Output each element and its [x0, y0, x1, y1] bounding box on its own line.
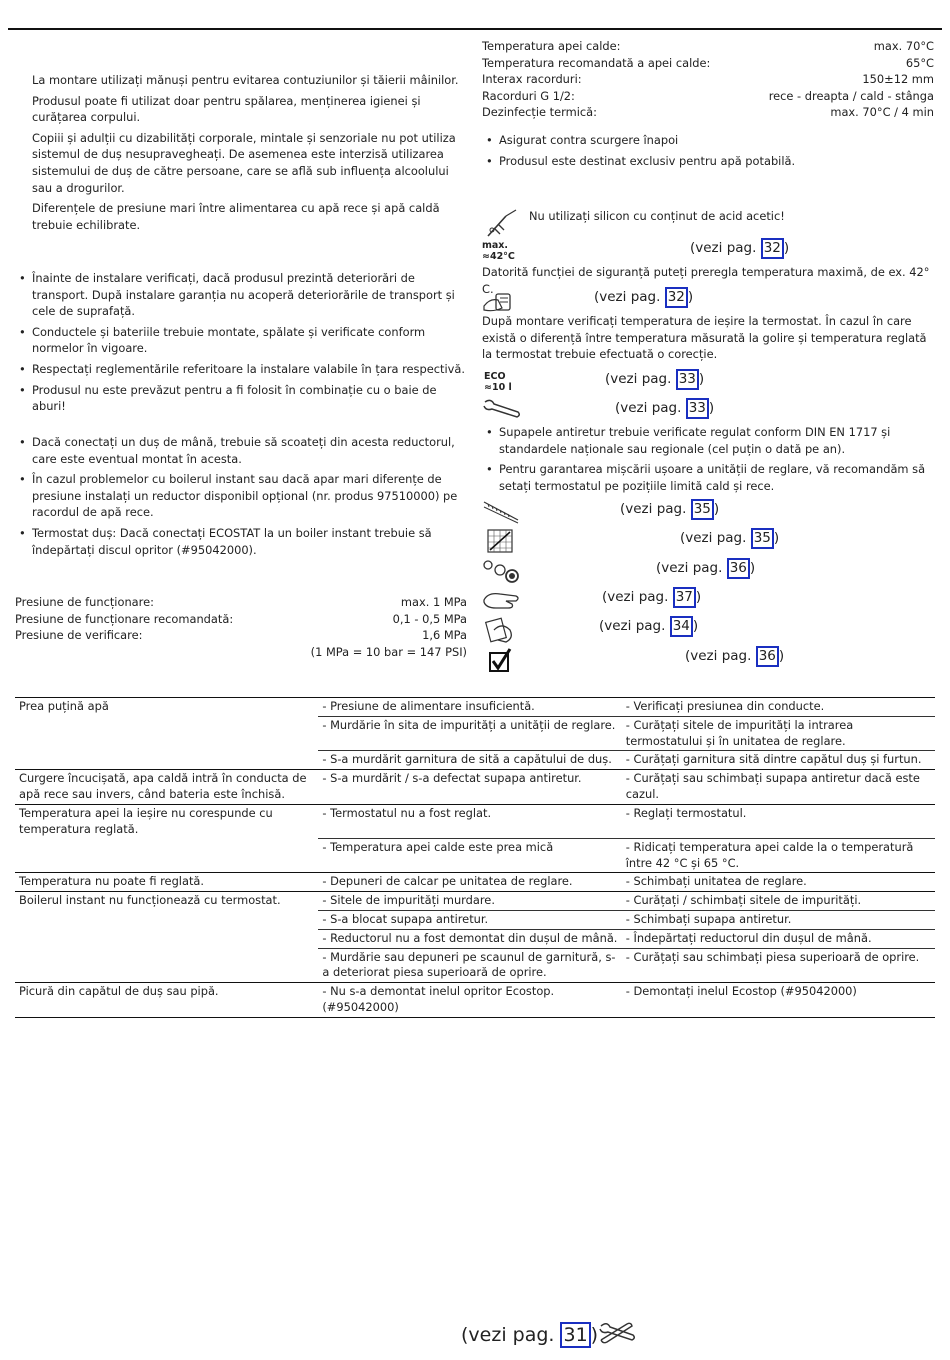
list-item: • Asigurat contra scurgere înapoi — [486, 132, 934, 149]
problem-cell: Temperatura apei la ieșire nu corespunde cu temperatura reglată. — [15, 804, 318, 838]
icon-text: ≈10 l — [484, 382, 512, 393]
spec-label: Temperatura apei calde: — [482, 39, 621, 53]
page-reference — [599, 616, 698, 637]
cause-cell: - Nu s-a demontat inelul opritor Ecostop. (#95042000) — [318, 983, 621, 1018]
cause-cell: - Reductorul nu a fost demontat din dușul de mână. — [318, 929, 621, 948]
table-row — [15, 698, 935, 717]
table-row — [15, 983, 935, 1018]
problem-cell — [15, 929, 318, 948]
silicone-gun-icon — [484, 206, 520, 240]
ref-suffix: ) — [708, 400, 715, 416]
remedy-cell: - Îndepărtați reductorul din dușul de mână. — [622, 929, 935, 948]
eco-icon — [484, 371, 512, 393]
page-link[interactable]: 35 — [691, 499, 714, 520]
list-item: • Respectați reglementările referitoare la instalare valabile în țara respectivă. — [19, 361, 466, 378]
ref-suffix: ) — [749, 560, 756, 576]
remedy-cell: - Curățați sitele de impurități la intrarea termostatului și în unitatea de reglare. — [622, 716, 935, 751]
page-reference — [690, 238, 789, 259]
pressure-specs — [15, 594, 467, 660]
table-row — [15, 804, 935, 838]
spec-row — [482, 38, 934, 55]
icon-text: max. — [482, 240, 509, 251]
max-temp-icon — [482, 240, 515, 262]
page-link[interactable]: 34 — [670, 616, 693, 637]
intro-para: Produsul poate fi utilizat doar pentru spălarea, menținerea igienei și curățarea corpului. — [32, 93, 421, 125]
tools-icon — [597, 1320, 637, 1346]
table-row — [15, 751, 935, 770]
page-link[interactable]: 35 — [751, 528, 774, 549]
connection-bullets — [19, 434, 466, 562]
remedy-cell: - Curățați / schimbați sitele de impurități. — [622, 892, 935, 911]
cleaning-hand-icon — [482, 588, 522, 614]
ref-suffix: ) — [698, 371, 705, 387]
intro-para: Copiii și adulții cu dizabilități corporale, mintale și senzoriale nu pot utiliza sistemul de duș nesupravegheați. De asemenea este interzisă utilizarea sistemului de duș de către persoane, care se află sub influența alcoolului sau a drogurilor. — [32, 130, 456, 195]
cause-cell: - Murdărie în sita de impurități a unității de reglare. — [318, 716, 621, 751]
thermostat-adjust-icon — [482, 288, 516, 316]
spec-value: 0,1 - 0,5 MPa — [392, 611, 467, 626]
pressure-note: (1 MPa = 10 bar = 147 PSI) — [310, 644, 467, 659]
page-link[interactable]: 36 — [756, 646, 779, 667]
spec-label: Presiune de funcționare recomandată: — [15, 611, 234, 626]
cause-cell: - S-a blocat supapa antiretur. — [318, 911, 621, 930]
list-item: • Termostat duș: Dacă conectați ECOSTAT la un boiler instant trebuie să îndepărtați discul opritor (#95042000). — [19, 525, 466, 558]
ref-prefix: (vezi pag. — [602, 589, 673, 605]
ref-suffix: ) — [695, 589, 702, 605]
list-item: • Produsul este destinat exclusiv pentru apă potabilă. — [486, 153, 934, 170]
spec-value: max. 1 MPa — [400, 595, 467, 609]
ref-suffix: ) — [590, 1324, 599, 1346]
ref-prefix: (vezi pag. — [605, 371, 676, 387]
installation-bullets — [19, 270, 466, 419]
problem-cell: Prea puțină apă — [15, 698, 318, 717]
page-reference — [602, 587, 701, 608]
ref-prefix: (vezi pag. — [615, 400, 686, 416]
spec-value: 65°C — [905, 55, 934, 70]
list-item: • În cazul problemelor cu boilerul instant sau dacă apar mari diferențe de presiune instalați un reductor disponibil opțional (nr. produs 97510000) pe racordul de apă rece. — [19, 471, 466, 521]
spec-row — [15, 611, 467, 628]
spec-label: Dezinfecție termică: — [482, 105, 597, 119]
ref-suffix: ) — [692, 618, 699, 634]
page-link[interactable]: 36 — [727, 558, 750, 579]
spec-label: Temperatura recomandată a apei calde: — [482, 55, 711, 70]
page-reference — [594, 287, 693, 308]
flow-diagram-icon — [486, 528, 516, 554]
spare-parts-icon — [482, 558, 522, 586]
icon-text: ECO — [484, 371, 506, 382]
ref-suffix: ) — [687, 289, 694, 305]
spec-label: Racorduri G 1/2: — [482, 88, 575, 103]
problem-cell — [15, 911, 318, 930]
page-reference — [656, 558, 755, 579]
ref-prefix: (vezi pag. — [685, 648, 756, 664]
cause-cell: - Depuneri de calcar pe unitatea de reglare. — [318, 873, 621, 892]
intro-para: La montare utilizați mănuși pentru evitarea contuziunilor și tăierii mâinilor. — [32, 73, 459, 87]
table-row — [15, 770, 935, 805]
list-item: • Pentru garantarea mișcării ușoare a unității de reglare, vă recomandăm să setați termostatul pe pozițiile limită cald și rece. — [486, 461, 934, 494]
table-row — [15, 911, 935, 930]
list-item: • Conductele și bateriile trebuie montate, spălate și verificate conform normelor în vigoare. — [19, 324, 466, 357]
spec-value: 1,6 MPa — [422, 628, 467, 642]
spec-row — [482, 104, 934, 121]
page-reference — [620, 499, 719, 520]
spec-value: 150±12 mm — [862, 72, 934, 86]
troubleshooting-table — [15, 697, 935, 1018]
remedy-cell: - Verificați presiunea din conducte. — [622, 698, 935, 717]
dimensions-icon — [482, 498, 522, 524]
table-row — [15, 838, 935, 873]
problem-cell — [15, 948, 318, 983]
adjust-text: După montare verificați temperatura de ieșire la termostat. În cazul în care există o diferență între temperatura măsurată la golire și temperatura reglată la termostat trebuie efectuată o corecție. — [482, 314, 927, 362]
page-link[interactable]: 33 — [686, 398, 709, 419]
cause-cell: - Termostatul nu a fost reglat. — [318, 804, 621, 838]
ref-prefix: (vezi pag. — [594, 289, 665, 305]
ref-suffix: ) — [778, 648, 785, 664]
spec-value: rece - dreapta / cald - stânga — [768, 88, 934, 103]
remedy-cell: - Schimbați unitatea de reglare. — [622, 873, 935, 892]
list-item: • Înainte de instalare verificați, dacă produsul prezintă deteriorări de transport. După instalare garanția nu acoperă deteriorările de transport și cele de suprafață. — [19, 270, 466, 320]
remedy-cell: - Ridicați temperatura apei calde la o temperatură între 42 °C și 65 °C. — [622, 838, 935, 873]
ref-suffix: ) — [773, 530, 780, 546]
cause-cell: - S-a murdărit / s-a defectat supapa antiretur. — [318, 770, 621, 805]
spec-row — [482, 88, 934, 105]
ref-prefix: (vezi pag. — [461, 1324, 561, 1346]
problem-cell — [15, 716, 318, 751]
spec-row — [15, 627, 467, 644]
page-link[interactable]: 37 — [673, 587, 696, 608]
cause-cell: - S-a murdărit garnitura de sită a capătului de duș. — [318, 751, 621, 770]
page-link[interactable]: 31 — [560, 1322, 590, 1348]
remedy-cell: - Demontați inelul Ecostop (#95042000) — [622, 983, 935, 1018]
problem-cell — [15, 751, 318, 770]
list-item: • Dacă conectați un duș de mână, trebuie să scoateți din acesta reductorul, care este eventual montat în acesta. — [19, 434, 466, 467]
table-row — [15, 948, 935, 983]
spec-bullets — [486, 132, 934, 173]
spec-value: max. 70°C — [873, 39, 934, 53]
ref-prefix: (vezi pag. — [599, 618, 670, 634]
page-link[interactable]: 32 — [761, 238, 784, 259]
spec-row — [15, 594, 467, 611]
page-reference — [605, 369, 704, 390]
technical-specs — [482, 38, 934, 121]
service-bullets — [486, 424, 934, 498]
cause-cell: - Murdărie sau depuneri pe scaunul de garnitură, s-a deteriorat piesa superioară de oprire. — [318, 948, 621, 983]
footer-reference — [461, 1322, 598, 1348]
list-item: • Supapele antiretur trebuie verificate regulat conform DIN EN 1717 și standardele naționale sau regionale (cel puțin o dată pe an). — [486, 424, 934, 457]
ref-prefix: (vezi pag. — [680, 530, 751, 546]
remedy-cell: - Curățați sau schimbați piesa superioară de oprire. — [622, 948, 935, 983]
spec-value: max. 70°C / 4 min — [830, 105, 934, 119]
problem-cell — [15, 838, 318, 873]
page-reference — [680, 528, 779, 549]
problem-cell: Temperatura nu poate fi reglată. — [15, 873, 318, 892]
remedy-cell: - Curățați sau schimbați supapa antiretur dacă este cazul. — [622, 770, 935, 805]
table-row — [15, 873, 935, 892]
checkbox-icon — [488, 648, 514, 674]
ref-prefix: (vezi pag. — [690, 240, 761, 256]
spec-label: Presiune de verificare: — [15, 628, 143, 642]
spec-row — [482, 71, 934, 88]
spec-label: Presiune de funcționare: — [15, 595, 154, 609]
page-reference — [615, 398, 714, 419]
spec-label: Interax racorduri: — [482, 72, 582, 86]
remedy-cell: - Curățați garnitura sită dintre capătul duș și furtun. — [622, 751, 935, 770]
ref-suffix: ) — [783, 240, 790, 256]
remedy-cell: - Reglați termostatul. — [622, 804, 935, 838]
page-reference — [685, 646, 784, 667]
cause-cell: - Sitele de impurități murdare. — [318, 892, 621, 911]
safety-intro — [32, 72, 464, 233]
table-row — [15, 929, 935, 948]
cause-cell: - Presiune de alimentare insuficientă. — [318, 698, 621, 717]
ref-suffix: ) — [713, 501, 720, 517]
silicone-warning: Nu utilizați silicon cu conținut de acid acetic! — [529, 209, 785, 223]
remedy-cell: - Schimbați supapa antiretur. — [622, 911, 935, 930]
hand-operation-icon — [484, 616, 518, 646]
problem-cell: Boilerul instant nu funcționează cu termostat. — [15, 892, 318, 911]
page-link[interactable]: 32 — [665, 287, 688, 308]
icon-text: ≈42°C — [482, 251, 515, 262]
table-row — [15, 716, 935, 751]
spec-row — [482, 55, 934, 72]
ref-prefix: (vezi pag. — [656, 560, 727, 576]
top-rule — [8, 28, 942, 30]
cause-cell: - Temperatura apei calde este prea mică — [318, 838, 621, 873]
safety-text: Datorită funcției de siguranță puteți preregla temperatura maximă, de ex. 42° C. — [482, 265, 930, 296]
problem-cell: Curgere încucișată, apa caldă intră în conducta de apă rece sau invers, când bateria este închisă. — [15, 770, 318, 805]
table-row — [15, 892, 935, 911]
wrench-icon — [482, 398, 522, 420]
problem-cell: Picură din capătul de duș sau pipă. — [15, 983, 318, 1018]
list-item: • Produsul nu este prevăzut pentru a fi folosit în combinație cu o baie de aburi! — [19, 382, 466, 415]
ref-prefix: (vezi pag. — [620, 501, 691, 517]
intro-para: Diferențele de presiune mari între alimentarea cu apă rece și apă caldă trebuie echilibrate. — [32, 201, 440, 232]
page-link[interactable]: 33 — [676, 369, 699, 390]
spec-row — [15, 644, 467, 661]
